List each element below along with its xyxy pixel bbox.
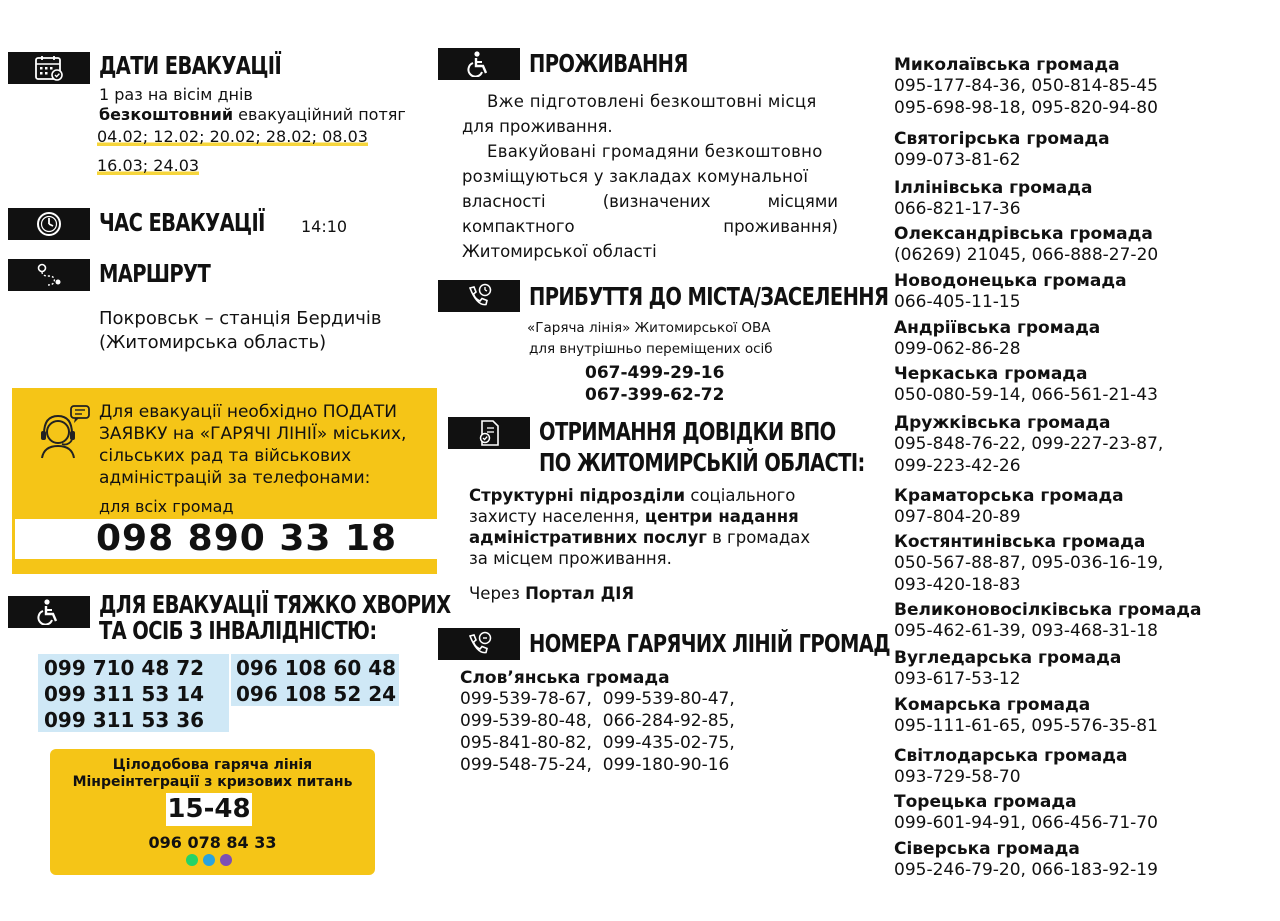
community-phones[interactable]: 095-177-84-36, 050-814-85-45 <box>894 76 1158 96</box>
housing-word: (визначених <box>602 192 711 211</box>
community-phones[interactable]: 050-567-88-87, 095-036-16-19, <box>894 553 1164 573</box>
housing-p2-l5: Житомирської області <box>462 242 657 261</box>
apply-line4: адміністрацій за телефонами: <box>99 468 371 488</box>
community-phones[interactable]: 066-821-17-36 <box>894 199 1021 219</box>
evac-time-title: ЧАС ЕВАКУАЦІЇ <box>99 208 265 237</box>
housing-word: місцями <box>767 192 838 211</box>
crisis-short-number[interactable]: 15-48 <box>167 794 251 824</box>
clock-icon-bar <box>8 208 90 240</box>
evac-time-value: 14:10 <box>301 217 348 236</box>
housing-word: компактного <box>462 217 575 236</box>
community-phones[interactable]: 099-223-42-26 <box>894 456 1021 476</box>
community-phones[interactable]: 093-420-18-83 <box>894 575 1021 595</box>
evac-dates-line1: 1 раз на вісім днів <box>99 85 253 104</box>
whatsapp-icon <box>186 854 198 866</box>
community-name: Миколаївська громада <box>894 55 1120 75</box>
certificate-via <box>469 583 634 604</box>
community-phones[interactable]: 050-080-59-14, 066-561-21-43 <box>894 385 1158 405</box>
community-phones[interactable]: 095-111-61-65, 095-576-35-81 <box>894 716 1158 736</box>
train-text: евакуаційний потяг <box>233 105 406 124</box>
route-icon-bar <box>8 259 90 291</box>
viber-icon <box>220 854 232 866</box>
community-name: Новодонецька громада <box>894 271 1127 291</box>
apply-box <box>12 388 437 574</box>
community-name: Торецька громада <box>894 792 1077 812</box>
route-title: МАРШРУТ <box>99 259 211 288</box>
community-name: Костянтинівська громада <box>894 532 1146 552</box>
community-phones[interactable]: 097-804-20-89 <box>894 507 1021 527</box>
certificate-l3 <box>469 527 810 548</box>
messenger-icons <box>186 854 232 866</box>
community-name: Світлодарська громада <box>894 746 1128 766</box>
community-name: Дружківська громада <box>894 413 1111 433</box>
arrival-line1: «Гаряча лінія» Житомирської ОВА <box>527 320 771 336</box>
housing-p2-l3 <box>462 191 838 212</box>
housing-p2-l2: розміщуються у закладах комунальної <box>462 167 809 186</box>
calendar-icon-bar <box>8 52 90 84</box>
community-phones[interactable]: 099-073-81-62 <box>894 150 1021 170</box>
evac-dates-list2 <box>97 155 199 176</box>
certificate-title1: ОТРИМАННЯ ДОВІДКИ ВПО <box>539 417 836 446</box>
dates-row-2: 16.03; 24.03 <box>97 156 200 175</box>
evac-dates-title: ДАТИ ЕВАКУАЦІЇ <box>99 51 282 80</box>
clock-icon <box>35 210 63 238</box>
community-name: Святогірська громада <box>894 129 1110 149</box>
evac-dates-list1 <box>97 126 368 147</box>
via-text: Через <box>469 584 526 603</box>
phone-call-icon <box>464 283 494 309</box>
community-phones[interactable]: 095-462-61-39, 093-468-31-18 <box>894 621 1158 641</box>
community-name: Краматорська громада <box>894 486 1124 506</box>
calendar-icon <box>34 55 64 81</box>
operator-headset-icon <box>34 404 92 460</box>
community-name: Андріївська громада <box>894 318 1101 338</box>
community-phones[interactable]: 095-698-98-18, 095-820-94-80 <box>894 98 1158 118</box>
certificate-title2: ПО ЖИТОМИРСЬКІЙ ОБЛАСТІ: <box>539 448 865 477</box>
disabled-phones-left <box>38 654 229 732</box>
housing-p1-l1: Вже підготовлені безкоштовні місця <box>487 92 817 111</box>
disabled-title1: ДЛЯ ЕВАКУАЦІЇ ТЯЖКО ХВОРИХ <box>99 590 451 619</box>
wheelchair-icon <box>467 51 491 77</box>
community-name: Черкаська громада <box>894 364 1088 384</box>
cert-text: захисту населення, <box>469 507 645 526</box>
wheelchair-icon <box>37 599 61 625</box>
route-line2: (Житомирська область) <box>99 332 327 353</box>
cert-bold: адміністративних послуг <box>469 528 707 547</box>
certificate-l1 <box>469 485 795 506</box>
disabled-phone[interactable]: 099 311 53 14 <box>44 682 205 706</box>
hotlines-title: НОМЕРА ГАРЯЧИХ ЛІНІЙ ГРОМАД <box>529 629 890 658</box>
community-phones[interactable]: 093-617-53-12 <box>894 669 1021 689</box>
housing-title: ПРОЖИВАННЯ <box>529 49 688 78</box>
crisis-phone[interactable]: 096 078 84 33 <box>148 833 277 852</box>
apply-sub: для всіх громад <box>99 497 234 516</box>
community-phones[interactable]: 095-848-76-22, 099-227-23-87, <box>894 434 1164 454</box>
housing-p2-l4 <box>462 216 838 237</box>
community-name: Комарська громада <box>894 695 1091 715</box>
route-line1: Покровськ – станція Бердичів <box>99 308 382 329</box>
slovyansk-phones-2[interactable]: 099-539-80-48, 066-284-92-85, <box>460 711 735 731</box>
apply-line2: ЗАЯВКУ на «ГАРЯЧІ ЛІНІЇ» міських, <box>99 424 407 444</box>
cert-bold: центри надання <box>644 507 799 526</box>
housing-p2-l1: Евакуйовані громадяни безкоштовно <box>487 142 823 161</box>
free-word: безкоштовний <box>99 105 234 124</box>
dates-row-1: 04.02; 12.02; 20.02; 28.02; 08.03 <box>97 127 368 146</box>
diia-portal-link[interactable]: Портал ДІЯ <box>525 584 635 603</box>
housing-word: власності <box>462 192 546 211</box>
apply-phone[interactable]: 098 890 33 18 <box>96 518 398 559</box>
community-phones[interactable]: 093-729-58-70 <box>894 767 1021 787</box>
arrival-phone1[interactable]: 067-499-29-16 <box>585 363 725 383</box>
arrival-phone2[interactable]: 067-399-62-72 <box>585 385 725 405</box>
community-phones[interactable]: (06269) 21045, 066-888-27-20 <box>894 245 1159 265</box>
community-phones[interactable]: 099-062-86-28 <box>894 339 1021 359</box>
disabled-title2: ТА ОСІБ З ІНВАЛІДНІСТЮ: <box>99 616 377 645</box>
slovyansk-phones-1[interactable]: 099-539-78-67, 099-539-80-47, <box>460 689 735 709</box>
wheelchair-icon-bar-housing <box>438 48 520 80</box>
community-name: Вугледарська громада <box>894 648 1122 668</box>
community-name: Великоновосілківська громада <box>894 600 1202 620</box>
housing-p1-l2: для проживання. <box>462 117 613 136</box>
apply-line1: Для евакуації необхідно ПОДАТИ <box>99 402 397 422</box>
disabled-phone[interactable]: 099 311 53 36 <box>44 708 205 732</box>
disabled-phone[interactable]: 096 108 60 48 <box>236 656 397 680</box>
crisis-hotline-box <box>50 749 375 875</box>
document-icon-bar <box>448 417 530 449</box>
evac-dates-line2 <box>99 104 406 125</box>
route-icon <box>34 262 64 288</box>
phone-icon-bar-arrival <box>438 280 520 312</box>
certificate-l2 <box>469 506 799 527</box>
cert-text: в громадах <box>706 528 811 547</box>
disabled-phone[interactable]: 099 710 48 72 <box>44 656 205 680</box>
document-icon <box>476 419 502 447</box>
telegram-icon <box>203 854 215 866</box>
arrival-title: ПРИБУТТЯ ДО МІСТА/ЗАСЕЛЕННЯ <box>529 282 889 311</box>
cert-bold: Структурні підрозділи <box>469 486 686 505</box>
apply-line3: сільських рад та військових <box>99 446 352 466</box>
crisis-line2: Мінреінтеграції з кризових питань <box>72 774 353 790</box>
community-name: Іллінівська громада <box>894 178 1093 198</box>
slovyansk-phones-3[interactable]: 095-841-80-82, 099-435-02-75, <box>460 733 735 753</box>
cert-text: соціального <box>685 486 796 505</box>
community-phones[interactable]: 066-405-11-15 <box>894 292 1021 312</box>
certificate-l4: за місцем проживання. <box>469 549 672 568</box>
wheelchair-icon-bar-left <box>8 596 90 628</box>
community-name: Олександрівська громада <box>894 224 1153 244</box>
slovyansk-name: Слов’янська громада <box>460 668 670 688</box>
community-name: Сіверська громада <box>894 839 1080 859</box>
housing-word: проживання) <box>723 217 838 236</box>
phone-call-icon <box>464 631 494 657</box>
disabled-phones-right <box>231 654 399 706</box>
arrival-line2: для внутрішньо переміщених осіб <box>529 341 773 357</box>
disabled-phone[interactable]: 096 108 52 24 <box>236 682 397 706</box>
slovyansk-phones-4[interactable]: 099-548-75-24, 099-180-90-16 <box>460 755 730 775</box>
community-phones[interactable]: 099-601-94-91, 066-456-71-70 <box>894 813 1158 833</box>
phone-icon-bar-hotlines <box>438 628 520 660</box>
community-phones[interactable]: 095-246-79-20, 066-183-92-19 <box>894 860 1158 880</box>
crisis-line1: Цілодобова гаряча лінія <box>112 757 313 773</box>
